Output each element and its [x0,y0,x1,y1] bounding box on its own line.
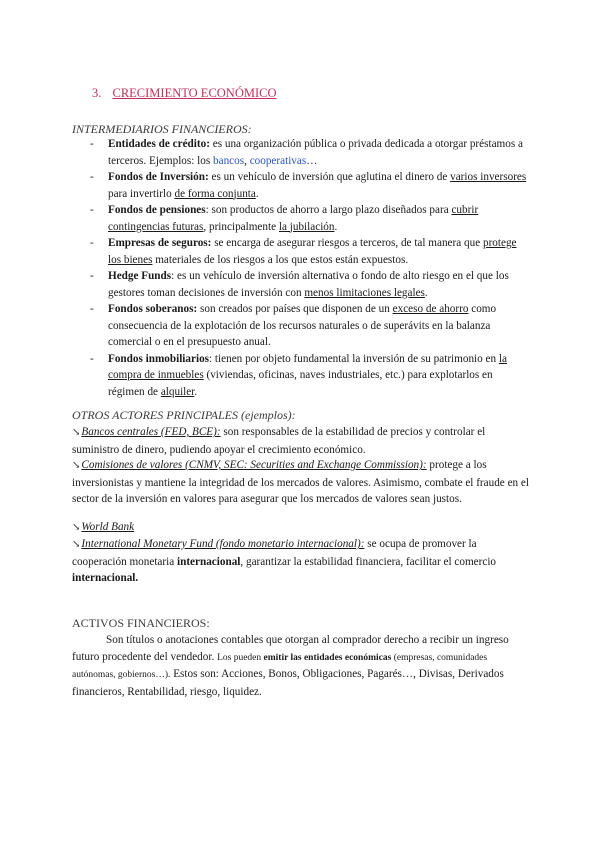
activos-paragraph: Son títulos o anotaciones contables que otorgan al comprador derecho a recibir un ingreso futuro procedente del vendedor. Los pueden emitir las entidades económicas (empresas, comunidades autónomas, gobiernos…). Estos son: Acciones, Bonos, Obligaciones, Pagarés…, Divisas, Derivados financieros, Rentabilidad, riesgo, liquidez. [72,634,509,698]
section-heading [92,86,277,101]
list-item: - Fondos de pensiones: son productos de ahorro a largo plazo diseñados para cubrir contingencias futuras, principalmente la jubilación. [90,204,479,233]
heading-title: CRECIMIENTO ECONÓMICO [112,86,277,100]
list-item: - Entidades de crédito: es una organización pública o privada dedicada a otorgar préstamos a terceros. Ejemplos: los bancos, cooperativas… [90,138,523,167]
otros-title: OTROS ACTORES PRINCIPALES (ejemplos): [72,408,296,422]
list-item: - Fondos de Inversión: es un vehículo de inversión que aglutina el dinero de varios inversores para invertirlo de forma conjunta. [90,171,527,200]
list-item: - Hedge Funds: es un vehículo de inversión alternativa o fondo de alto riesgo en el que los gestores toman decisiones de inversión con menos limitaciones legales. [90,270,509,299]
arrow-icon: ↘ [72,427,81,438]
list-item: - Fondos soberanos: son creados por países que disponen de un exceso de ahorro como consecuencia de la explotación de los recursos naturales o de superávits en la balanza comercial o en el presupuesto anual. [90,303,497,348]
activos-title: ACTIVOS FINANCIEROS: [72,616,210,630]
bancos-link[interactable]: bancos [213,154,245,167]
arrow-icon: ↘ [72,460,81,471]
heading-number: 3. [92,86,102,100]
cooperativas-link[interactable]: cooperativas [249,154,307,167]
comisiones-paragraph: ↘Comisiones de valores (CNMV, SEC: Securities and Exchange Commission): protege a los inversionistas y mantiene la integridad de los mercados de valores. Asimismo, combate el fraude en el sector de la inversión en valores para asegurar que los mercados de valores sean justos. [72,459,529,505]
imf-paragraph: ↘International Monetary Fund (fondo monetario internacional): se ocupa de promover la cooperación monetaria internacional, garantizar la estabilidad financiera, facilitar el comercio internacional. [72,538,497,584]
arrow-icon: ↘ [72,539,81,550]
list-item: - Empresas de seguros: se encarga de asegurar riesgos a terceros, de tal manera que protege los bienes materiales de los riesgos a los que estos están expuestos. [90,237,517,266]
intermediarios-title: INTERMEDIARIOS FINANCIEROS: [72,122,252,136]
intermediarios-list [88,136,530,400]
arrow-icon: ↘ [72,522,81,533]
list-item: - Fondos inmobiliarios: tienen por objeto fundamental la inversión de su patrimonio en la compra de inmuebles (viviendas, oficinas, naves industriales, etc.) para explotarlos en régimen de alquiler. [90,352,507,398]
world-bank-paragraph: ↘World Bank [72,519,532,537]
bancos-centrales-paragraph: ↘Bancos centrales (FED, BCE): son responsables de la estabilidad de precios y controlar el suministro de dinero, pudiendo apoyar el crecimiento económico. [72,426,486,456]
